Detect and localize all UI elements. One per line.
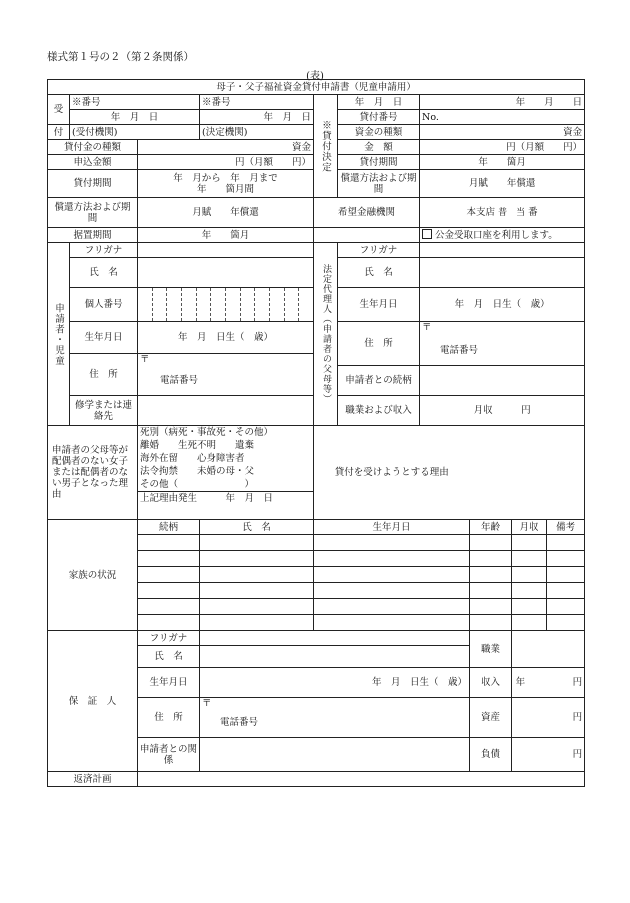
family-row-cell[interactable] [200, 583, 314, 599]
family-header-name: 氏 名 [200, 520, 314, 535]
family-row-cell[interactable] [138, 535, 200, 551]
applicant-furigana-label: フリガナ [70, 243, 138, 258]
family-row-cell[interactable] [470, 615, 512, 631]
decision-repay-value[interactable]: 月賦 年償還 [420, 170, 585, 198]
bank-value[interactable] [420, 198, 585, 228]
guarantor-relation-value[interactable] [200, 738, 470, 772]
family-row-cell[interactable] [314, 535, 470, 551]
family-row-cell[interactable] [470, 535, 512, 551]
loan-type-value[interactable]: 資金 [138, 140, 314, 155]
family-row-cell[interactable] [512, 599, 547, 615]
family-row-cell[interactable] [200, 599, 314, 615]
applicant-name-label: 氏 名 [70, 258, 138, 288]
loan-period-line2: 年 箇月間 [196, 183, 254, 195]
bank-label: 希望金融機関 [314, 198, 420, 228]
guardian-name-label: 氏 名 [338, 258, 420, 288]
decision-repay-label: 償還方法および期間 [338, 170, 420, 198]
decision-amount-value[interactable]: 円（月額 円） [420, 140, 585, 155]
loan-period-line1: 年 月から 年 月まで [173, 172, 278, 184]
school-value[interactable] [138, 396, 314, 426]
receipt-date[interactable]: 年 月 日 [70, 110, 200, 125]
guarantor-debts-value[interactable]: 円 [512, 738, 585, 772]
applicant-birth-value[interactable]: 年 月 日生（ 歳） [138, 322, 314, 354]
guarantor-income-label: 収入 [470, 668, 512, 698]
form-side-label: (表) [306, 71, 324, 82]
guardian-furigana-value[interactable] [420, 243, 585, 258]
guarantor-debts-label: 負債 [470, 738, 512, 772]
reason-option-1[interactable]: 死別（病死・事故死・その他） [140, 427, 274, 438]
form-title: 母子・父子福祉資金貸付申請書（児童申請用） [48, 80, 585, 95]
applicant-side-label: 申請者・児童 [48, 243, 70, 426]
family-row-cell[interactable] [512, 551, 547, 567]
family-row-cell[interactable] [470, 551, 512, 567]
decision-number-label: ※番号 [200, 95, 314, 110]
guardian-relation-value[interactable] [420, 366, 585, 396]
decision-side-label: ※貸付決定 [314, 95, 338, 198]
guarantor-phone: 電話番号 [220, 717, 259, 728]
guarantor-job-label: 職業 [470, 631, 512, 668]
family-row-cell[interactable] [470, 583, 512, 599]
family-row-cell[interactable] [314, 583, 470, 599]
family-row-cell[interactable] [512, 615, 547, 631]
loan-type-label: 貸付金の種類 [48, 140, 138, 155]
loan-reason-value[interactable] [470, 426, 585, 520]
receipt-number-label: ※番号 [70, 95, 200, 110]
deferment-label: 据置期間 [48, 228, 138, 243]
family-row-cell[interactable] [314, 599, 470, 615]
deferment-value[interactable]: 年 箇月 [138, 228, 314, 243]
decision-period-label: 貸付期間 [338, 155, 420, 170]
family-row-cell[interactable] [200, 535, 314, 551]
repayment-plan-value[interactable] [138, 772, 585, 787]
applicant-birth-label: 生年月日 [70, 322, 138, 354]
account-number: 番 [528, 206, 538, 218]
family-row-cell[interactable] [470, 567, 512, 583]
family-row-cell[interactable] [547, 551, 585, 567]
guarantor-assets-value[interactable]: 円 [512, 698, 585, 738]
guarantor-label: 保 証 人 [48, 631, 138, 772]
reason-option-4[interactable]: 法令拘禁 未婚の母・父 [140, 466, 255, 477]
my-number-label: 個人番号 [70, 288, 138, 322]
decision-amount-label: 金 額 [338, 140, 420, 155]
account-kind: 普 当 [498, 207, 526, 218]
checkbox-icon[interactable] [422, 229, 432, 239]
family-row-cell[interactable] [138, 615, 200, 631]
fund-type-label: 資金の種類 [338, 125, 420, 140]
reason-option-2[interactable]: 離婚 生死不明 遺棄 [140, 440, 255, 451]
family-row-cell[interactable] [314, 615, 470, 631]
public-account-label: 公金受取口座を利用します。 [435, 230, 558, 241]
fund-type-value[interactable]: 資金 [420, 125, 585, 140]
applicant-postal: 〒 [140, 354, 150, 365]
guarantor-address-value[interactable] [200, 698, 470, 738]
family-row-cell[interactable] [547, 599, 585, 615]
family-row-cell[interactable] [512, 583, 547, 599]
decision-period-value[interactable]: 年 箇月 [420, 155, 585, 170]
repay-method-value[interactable]: 月賦 年償還 [138, 198, 314, 228]
guarantor-assets-label: 資産 [470, 698, 512, 738]
decision-org: (決定機関) [200, 125, 314, 140]
applied-amount-value[interactable]: 円（月額 円） [138, 155, 314, 170]
guardian-phone: 電話番号 [440, 345, 479, 356]
receipt-label-bottom: 付 [48, 125, 70, 140]
repayment-plan-label: 返済計画 [48, 772, 138, 787]
applicant-furigana-value[interactable] [138, 243, 314, 258]
family-header-income: 月収 [512, 520, 547, 535]
guardian-job-label: 職業および収入 [338, 396, 420, 426]
guarantor-address-label: 住 所 [138, 698, 200, 738]
family-row-cell[interactable] [547, 567, 585, 583]
school-label: 修学または連絡先 [70, 396, 138, 426]
family-row-cell[interactable] [200, 551, 314, 567]
loan-reason-label: 貸付を受けようとする理由 [314, 426, 470, 520]
family-row-cell[interactable] [138, 583, 200, 599]
guarantor-postal: 〒 [202, 698, 212, 709]
family-header-notes: 備考 [547, 520, 585, 535]
guardian-birth-label: 生年月日 [338, 288, 420, 322]
loan-period-label: 貸付期間 [48, 170, 138, 198]
my-number-cells [138, 288, 313, 321]
reason-option-5[interactable]: その他（ ） [140, 479, 255, 490]
family-row-cell[interactable] [547, 615, 585, 631]
family-row-cell[interactable] [200, 567, 314, 583]
guarantor-name-label: 氏 名 [138, 646, 200, 668]
family-label: 家族の状況 [48, 520, 138, 631]
reason-label: 申請者の父母等が配偶者のない女子または配偶者のない男子となった理由 [48, 426, 138, 520]
guarantor-furigana-label: フリガナ [138, 631, 200, 646]
loan-number-value[interactable]: No. [420, 110, 585, 125]
guardian-address-label: 住 所 [338, 322, 420, 366]
receipt-label-top: 受 [48, 95, 70, 125]
reason-options[interactable] [138, 426, 314, 520]
applicant-name-value[interactable] [138, 258, 314, 288]
guarantor-name-value[interactable] [200, 646, 470, 668]
family-row-cell[interactable] [314, 567, 470, 583]
family-row-cell[interactable] [470, 599, 512, 615]
family-row-cell[interactable] [512, 535, 547, 551]
applicant-phone: 電話番号 [160, 375, 199, 386]
guarantor-job-value[interactable] [512, 631, 585, 668]
guarantor-furigana-value[interactable] [200, 631, 470, 646]
loan-number-label: 貸付番号 [338, 110, 420, 125]
guardian-furigana-label: フリガナ [338, 243, 420, 258]
bank-blank [314, 228, 420, 243]
applicant-address-value[interactable] [138, 354, 314, 396]
guarantor-income-value[interactable]: 年 円 [512, 668, 585, 698]
guardian-side-label: 法定代理人（申請者の父母等） [314, 243, 338, 426]
bank-branch: 本支店 [466, 206, 496, 218]
reason-option-3[interactable]: 海外在留 心身障害者 [140, 453, 245, 464]
repay-method-label: 償還方法および期間 [48, 198, 138, 228]
guarantor-birth-label: 生年月日 [138, 668, 200, 698]
family-header-relation: 続柄 [138, 520, 200, 535]
applied-amount-label: 申込金額 [48, 155, 138, 170]
family-header-birth: 生年月日 [314, 520, 470, 535]
application-form-table [47, 79, 585, 787]
guarantor-relation-label: 申請者との関係 [138, 738, 200, 772]
public-account-option[interactable] [420, 228, 585, 243]
guardian-birth-value[interactable]: 年 月 日生（ 歳） [420, 288, 585, 322]
family-row-cell[interactable] [200, 615, 314, 631]
guardian-relation-label: 申請者との続柄 [338, 366, 420, 396]
guarantor-birth-value[interactable]: 年 月 日生（ 歳） [200, 668, 470, 698]
family-row-cell[interactable] [512, 567, 547, 583]
receipt-org: (受付機関) [70, 125, 200, 140]
guardian-name-value[interactable] [420, 258, 585, 288]
family-header-age: 年齢 [470, 520, 512, 535]
guardian-postal: 〒 [422, 322, 432, 333]
decision-date[interactable]: 年 月 日 [200, 110, 314, 125]
family-row-cell[interactable] [138, 599, 200, 615]
guardian-income-value[interactable]: 月収 円 [420, 396, 585, 426]
family-row-cell[interactable] [138, 567, 200, 583]
loan-period-value[interactable] [138, 170, 314, 198]
form-number: 様式第１号の２（第２条関係） [47, 51, 194, 63]
applicant-address-label: 住 所 [70, 354, 138, 396]
decision-date-label: 年 月 日 [338, 95, 420, 110]
family-row-cell[interactable] [314, 551, 470, 567]
reason-date[interactable]: 上記理由発生 年 月 日 [138, 491, 313, 505]
guardian-address-value[interactable] [420, 322, 585, 366]
family-row-cell[interactable] [547, 535, 585, 551]
family-row-cell[interactable] [547, 583, 585, 599]
decision-date-value[interactable]: 年 月 日 [420, 95, 585, 110]
family-row-cell[interactable] [138, 551, 200, 567]
my-number-boxes[interactable] [138, 288, 314, 322]
